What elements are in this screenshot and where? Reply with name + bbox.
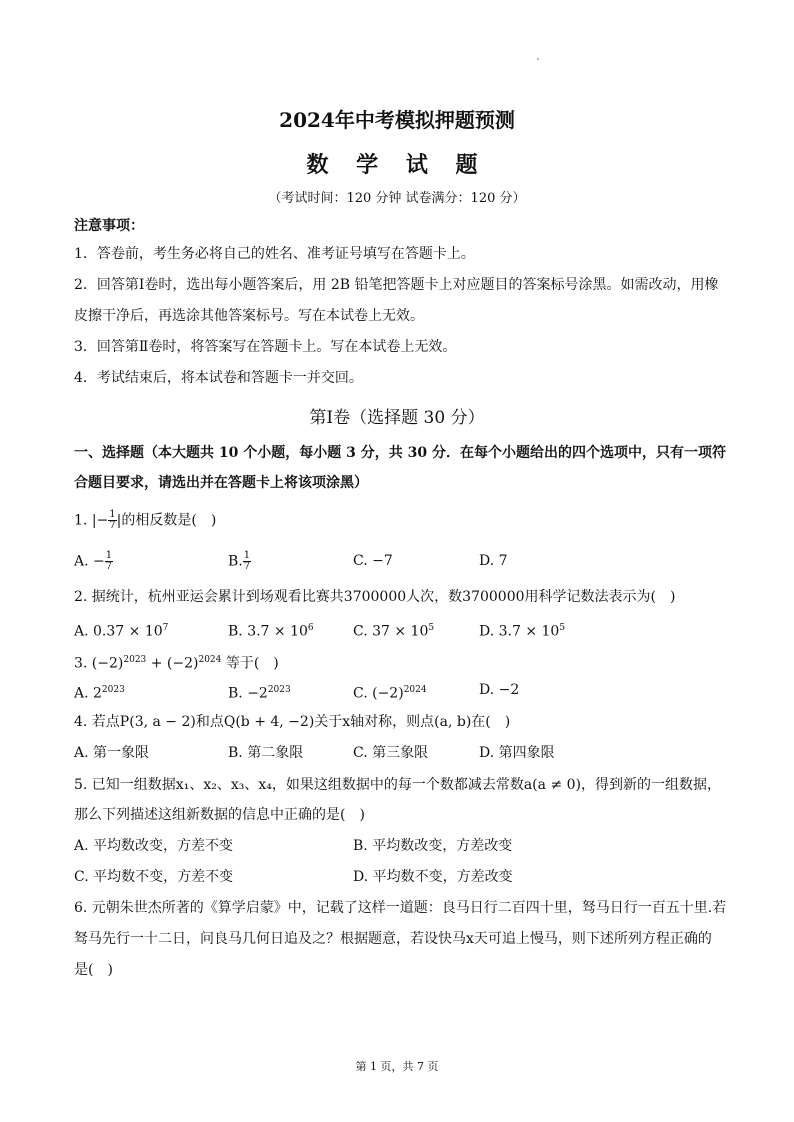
question-6-line-2: 驽马先行一十二日，问良马几何日追及之？根据题意，若设快马x天可追上慢马，则下述所列方程正确的	[74, 931, 712, 947]
scan-dot	[537, 58, 539, 60]
section-title: 第Ⅰ卷（选择题 30 分）	[309, 408, 485, 428]
question-3-option-d: D. −2	[479, 682, 520, 698]
subject-title: 数 学 试 题	[306, 152, 488, 178]
question-4-option-d: D. 第四象限	[479, 745, 555, 761]
question-3-option-b: B. $-2^{2023}$	[228, 685, 291, 702]
question-6-line-3: 是( )	[74, 962, 113, 978]
exam-title: 2024年中考模拟押题预测	[279, 108, 515, 132]
notice-heading: 注意事项：	[74, 218, 144, 234]
section-instructions-b: 合题目要求，请选出并在答题卡上将该项涂黑）	[74, 475, 368, 491]
notice-item-2b: 皮擦干净后，再选涂其他答案标号。写在本试卷上无效。	[74, 308, 424, 324]
question-4-option-a: A. 第一象限	[74, 745, 150, 761]
question-5-option-a: A. 平均数改变，方差不变	[74, 838, 234, 854]
question-3-option-c: C. $(-2)^{2024}$	[353, 685, 427, 702]
notice-item-3: 3．回答第Ⅱ卷时，将答案写在答题卡上。写在本试卷上无效。	[74, 339, 457, 355]
question-3-stem: 3. $(-2)^{2023} + (-2)^{2024}$ 等于( )	[74, 655, 279, 672]
question-5-stem-b: 那么下列描述这组新数据的信息中正确的是( )	[74, 807, 365, 823]
question-2-option-b: B. $3.7 \times 10^6$	[228, 623, 314, 640]
question-5-option-d: D. 平均数不变，方差改变	[353, 869, 513, 885]
abs-bracket: |−	[91, 512, 109, 529]
section-instructions-a: 一、选择题（本大题共 10 个小题，每小题 3 分，共 30 分．在每个小题给出的四个选项中，只有一项符	[74, 445, 726, 461]
fraction: $\frac{1}{7}$	[109, 509, 116, 531]
question-1-option-d: D. 7	[479, 553, 508, 569]
exam-info: （考试时间：120 分钟 试卷满分：120 分）	[268, 191, 526, 206]
question-4-option-b: B. 第二象限	[228, 745, 304, 761]
question-5-option-b: B. 平均数改变，方差改变	[353, 838, 513, 854]
question-1-option-a: A. − $\frac{1}{7}$	[74, 550, 113, 572]
question-2-stem: 2. 据统计，杭州亚运会累计到场观看比赛共3700000人次，数3700000用科学记数法表示为( )	[74, 589, 676, 605]
question-3-option-a: A. $2^{2023}$	[74, 685, 125, 702]
question-2-option-c: C. $37 \times 10^5$	[353, 623, 435, 640]
question-1-option-b: B. $\frac{1}{7}$	[228, 550, 251, 572]
question-4-option-c: C. 第三象限	[353, 745, 429, 761]
question-2-option-a: A. $0.37 \times 10^7$	[74, 623, 169, 640]
notice-item-2a: 2．回答第Ⅰ卷时，选出每小题答案后，用 2B 铅笔把答题卡上对应题目的答案标号涂黑。如需改动，用橡	[74, 277, 719, 293]
question-5-stem-a: 5. 已知一组数据x₁、x₂、x₃、x₄，如果这组数据中的每一个数都减去常数a(a ≠ 0)，得到新的一组数据，	[74, 777, 721, 793]
notice-item-4: 4．考试结束后，将本试卷和答题卡一并交回。	[74, 370, 363, 386]
question-5-option-c: C. 平均数不变，方差不变	[74, 869, 234, 885]
question-6-line-1: 6. 元朝朱世杰所著的《算学启蒙》中，记载了这样一道题：良马日行二百四十里，驽马日行一百五十里.若	[74, 900, 727, 916]
question-4-stem: 4. 若点P(3, a − 2)和点Q(b + 4, −2)关于x轴对称，则点(a, b)在( )	[74, 714, 511, 730]
notice-item-1: 1．答卷前，考生务必将自己的姓名、准考证号填写在答题卡上。	[74, 246, 475, 262]
question-1-option-c: C. −7	[353, 553, 393, 569]
question-2-option-d: D. $3.7 \times 10^5$	[479, 623, 566, 640]
question-1-stem: 1. |− $\frac{1}{7}$ |的相反数是( )	[74, 509, 217, 531]
page-footer: 第 1 页，共 7 页	[355, 1060, 439, 1073]
